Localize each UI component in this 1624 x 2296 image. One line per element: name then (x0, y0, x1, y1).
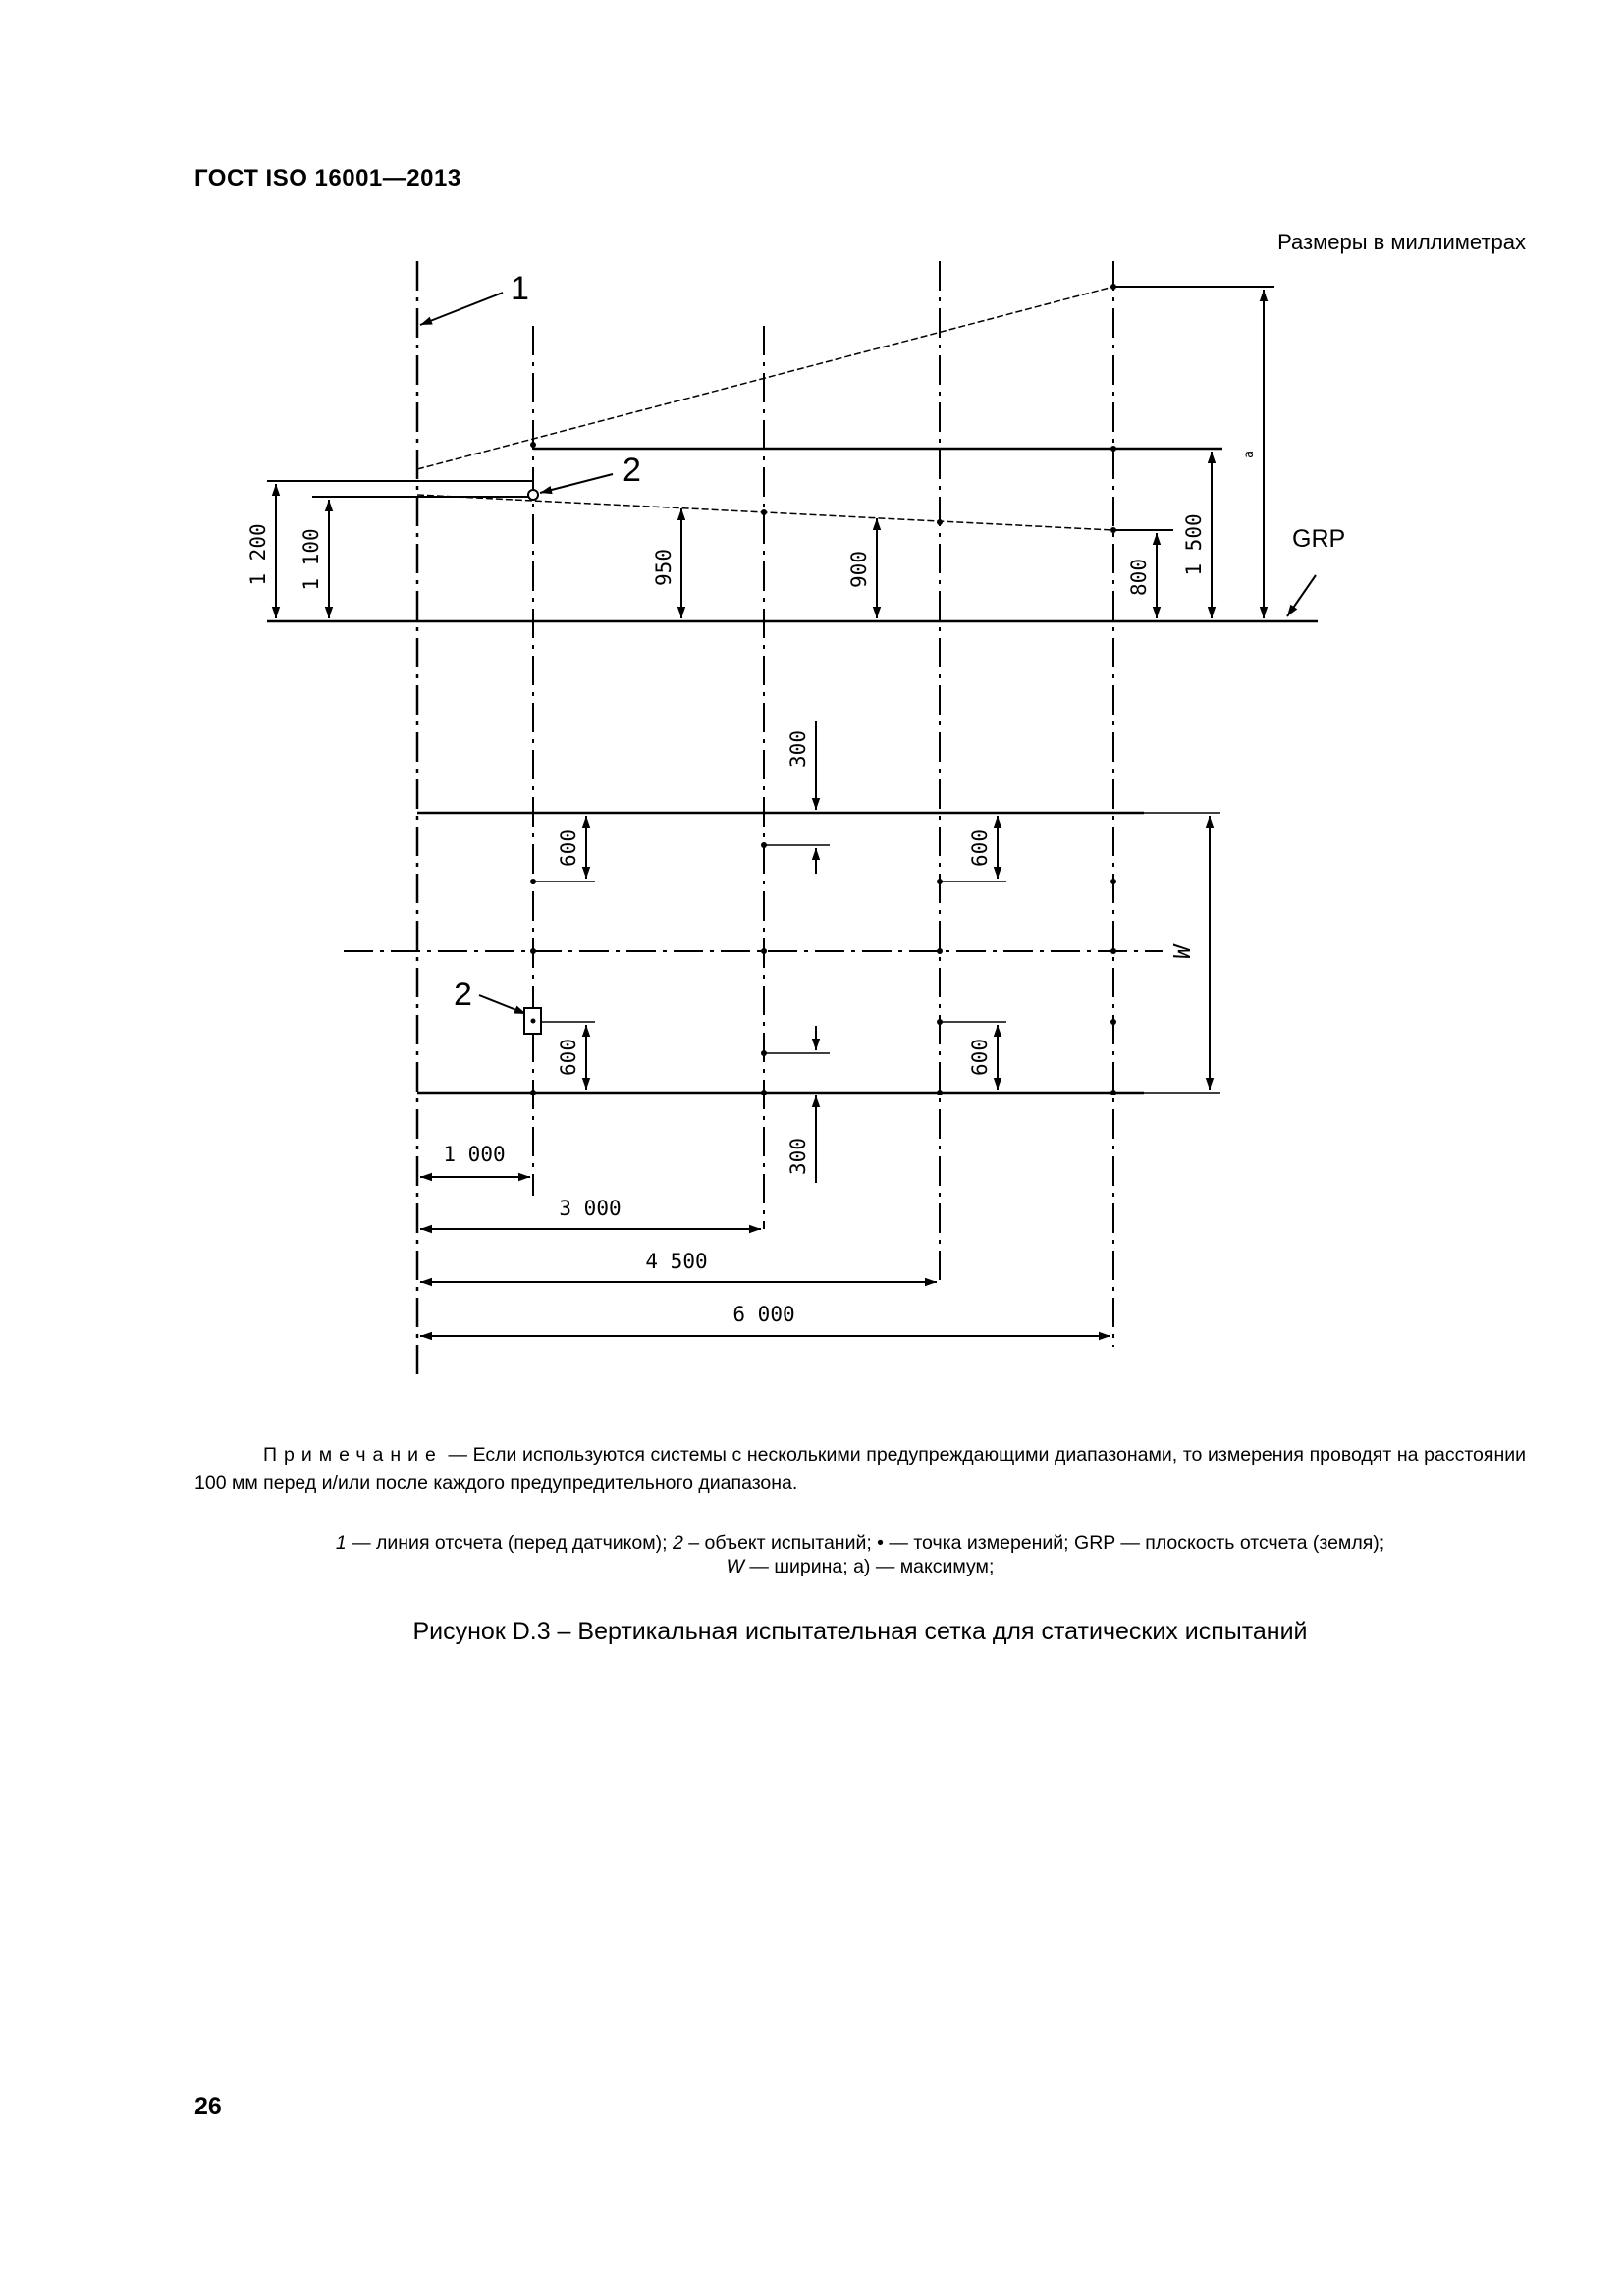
legend-text-2: – объект испытаний; • — точка измерений; GRP — плоскость отсчета (земля); (682, 1532, 1385, 1554)
units-note: Размеры в миллиметрах (1277, 230, 1526, 254)
dim-1000-label: 1 000 (443, 1143, 506, 1166)
dim-600-1-label: 600 (557, 829, 580, 867)
legend-text-1: — линия отсчета (перед датчиком); (346, 1532, 673, 1554)
note-paragraph (194, 1441, 1526, 1498)
dim-950-label: 950 (652, 549, 676, 586)
callout-2-leader (540, 474, 613, 493)
measurement-points (530, 284, 1116, 1095)
dim-1500-label: 1 500 (1182, 513, 1206, 576)
max-label: a (1242, 451, 1257, 458)
dim-1100-label: 1 100 (299, 528, 323, 591)
dim-600-4-label: 600 (968, 1039, 992, 1076)
legend-text-3: — ширина; a) — максимум; (744, 1556, 995, 1577)
dim-900-label: 900 (847, 551, 871, 588)
legend-key-w: W (726, 1556, 745, 1577)
dim-300-top-label: 300 (786, 730, 810, 768)
grp-leader (1287, 575, 1316, 616)
callout-1: 1 (511, 270, 529, 307)
dim-1200-label: 1 200 (246, 523, 270, 586)
note-label: Примечание (263, 1444, 443, 1466)
callout-2-bottom: 2 (454, 976, 472, 1013)
dim-600-2-label: 600 (968, 829, 992, 867)
dim-6000-label: 6 000 (732, 1303, 795, 1326)
test-object-side (528, 490, 538, 500)
width-label: W (1170, 945, 1196, 959)
legend-key-2: 2 (672, 1532, 683, 1554)
callout-2b-leader (479, 995, 526, 1014)
dim-3000-label: 3 000 (559, 1197, 622, 1220)
note-text: — Если используются системы с несколькими предупреждающими диапазонами, то измерения проводят на расстоянии 100 мм перед и/или после каждого предупредительного диапазона. (194, 1444, 1526, 1494)
dim-4500-label: 4 500 (645, 1250, 708, 1273)
grp-label: GRP (1292, 525, 1346, 553)
dim-600-3-label: 600 (557, 1039, 580, 1076)
page-number: 26 (194, 2093, 222, 2120)
callout-2-top: 2 (623, 452, 641, 489)
dim-300-bottom-label: 300 (786, 1138, 810, 1175)
legend-key-1: 1 (335, 1532, 347, 1554)
dim-800-label: 800 (1127, 559, 1151, 596)
figure-legend (194, 1531, 1526, 1578)
callout-1-leader (420, 293, 503, 325)
max-envelope-line (417, 287, 1113, 469)
figure-caption: Рисунок D.3 – Вертикальная испытательная сетка для статических испытаний (412, 1618, 1308, 1645)
standard-header: ГОСТ ISO 16001—2013 (194, 165, 461, 191)
